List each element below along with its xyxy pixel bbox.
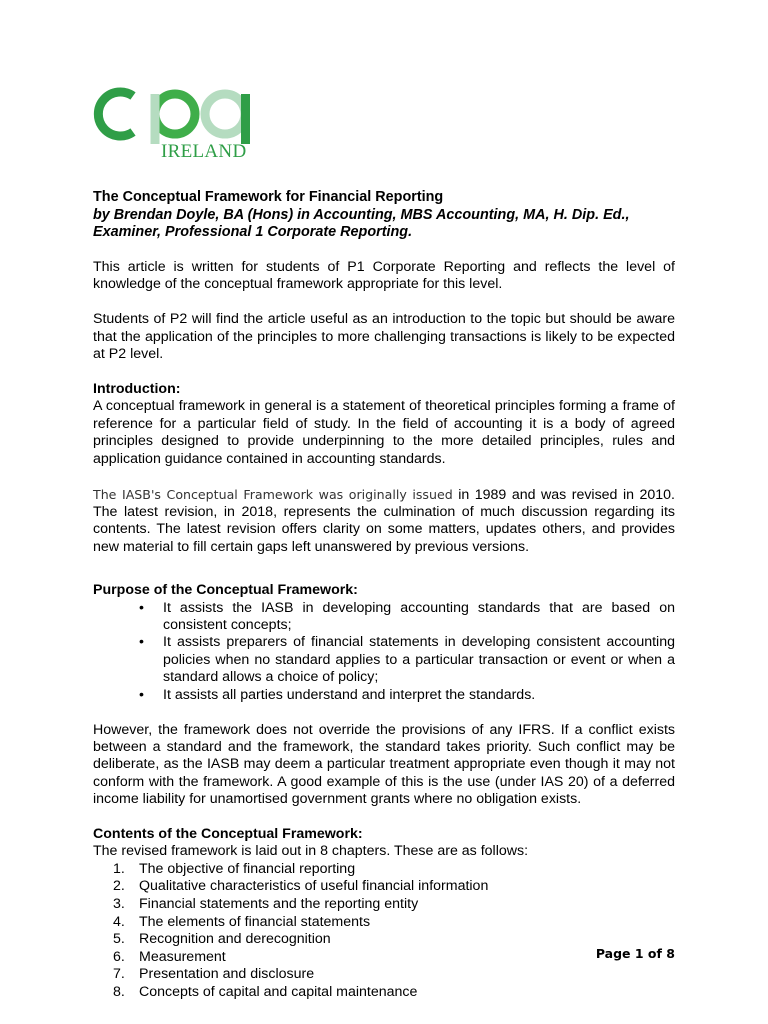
- bullet-icon: •: [139, 599, 144, 616]
- chapter-item: 5. Recognition and derecognition: [113, 931, 331, 948]
- chapter-list: [93, 861, 675, 1002]
- intro-paragraph-2: Students of P2 will find the article useful as an introduction to the topic but should be aware that the application of the principles to more challenging transactions is likely to be expected at P2 level.: [93, 311, 675, 363]
- cpa-ireland-logo: [93, 84, 263, 166]
- list-item: • It assists the IASB in developing accounting standards that are based on consistent concepts;: [139, 599, 675, 633]
- bullet-icon: •: [139, 634, 144, 651]
- introduction-paragraph-2: [93, 486, 675, 557]
- chapter-item: 2. Qualitative characteristics of useful financial information: [113, 878, 489, 895]
- framework-history-text: in 1989 and was revised in 2010. The latest revision, in 2018, represents the culmination of much discussion regarding its contents. The latest revision offers clarity on some matters, updates others, and provides new material to fill certain gaps left unanswered by previous versions.: [93, 486, 675, 555]
- logo-wordmark: IRELAND: [161, 141, 247, 162]
- framework-issued-phrase: The IASB's Conceptual Framework was originally issued: [93, 486, 453, 502]
- list-item: • It assists all parties understand and interpret the standards.: [139, 686, 536, 703]
- introduction-heading: Introduction:: [93, 381, 181, 398]
- introduction-paragraph-1: A conceptual framework in general is a statement of theoretical principles forming a frame of reference for a particular field of study. In the field of accounting it is a body of agreed principles designed to provide underpinning to the more detailed principles, rules and application guidance contained in accounting standards.: [93, 398, 675, 467]
- article-body: [93, 189, 675, 1002]
- author-byline-line-2: Examiner, Professional 1 Corporate Reporting.: [93, 224, 413, 240]
- bullet-icon: •: [139, 686, 144, 703]
- chapter-item: 8. Concepts of capital and capital maintenance: [113, 984, 418, 1001]
- purpose-list: [93, 600, 675, 704]
- cpa-logo-mark: [93, 84, 263, 144]
- framework-override-paragraph: However, the framework does not override the provisions of any IFRS. If a conflict exists between a standard and the framework, the standard takes priority. Such conflict may be deliberate, as the IASB may deem a particular treatment appropriate even though it may not conform with the framework. A good example of this is the use (under IAS 20) of a deferred income liability for unamortised government grants where no obligation exists.: [93, 721, 675, 808]
- chapter-item: 7. Presentation and disclosure: [113, 966, 315, 983]
- chapter-item: 6. Measurement: [113, 948, 226, 965]
- chapter-item: 1. The objective of financial reporting: [113, 860, 356, 877]
- chapter-item: 3. Financial statements and the reporting entity: [113, 896, 419, 913]
- article-title: The Conceptual Framework for Financial Reporting: [93, 189, 444, 205]
- list-item: • It assists preparers of financial statements in developing consistent accounting policies when no standard applies to a particular transaction or event or when a standard allows a choice of policy;: [139, 634, 675, 686]
- chapter-item: 4. The elements of financial statements: [113, 913, 371, 930]
- contents-intro: The revised framework is laid out in 8 chapters. These are as follows:: [93, 843, 529, 860]
- purpose-heading: Purpose of the Conceptual Framework:: [93, 582, 358, 599]
- contents-heading: Contents of the Conceptual Framework:: [93, 826, 363, 843]
- intro-paragraph-1: This article is written for students of P1 Corporate Reporting and reflects the level of knowledge of the conceptual framework appropriate for this level.: [93, 259, 675, 293]
- author-byline-line-1: by Brendan Doyle, BA (Hons) in Accounting, MBS Accounting, MA, H. Dip. Ed.,: [93, 206, 630, 223]
- page-number: Page 1 of 8: [595, 946, 675, 961]
